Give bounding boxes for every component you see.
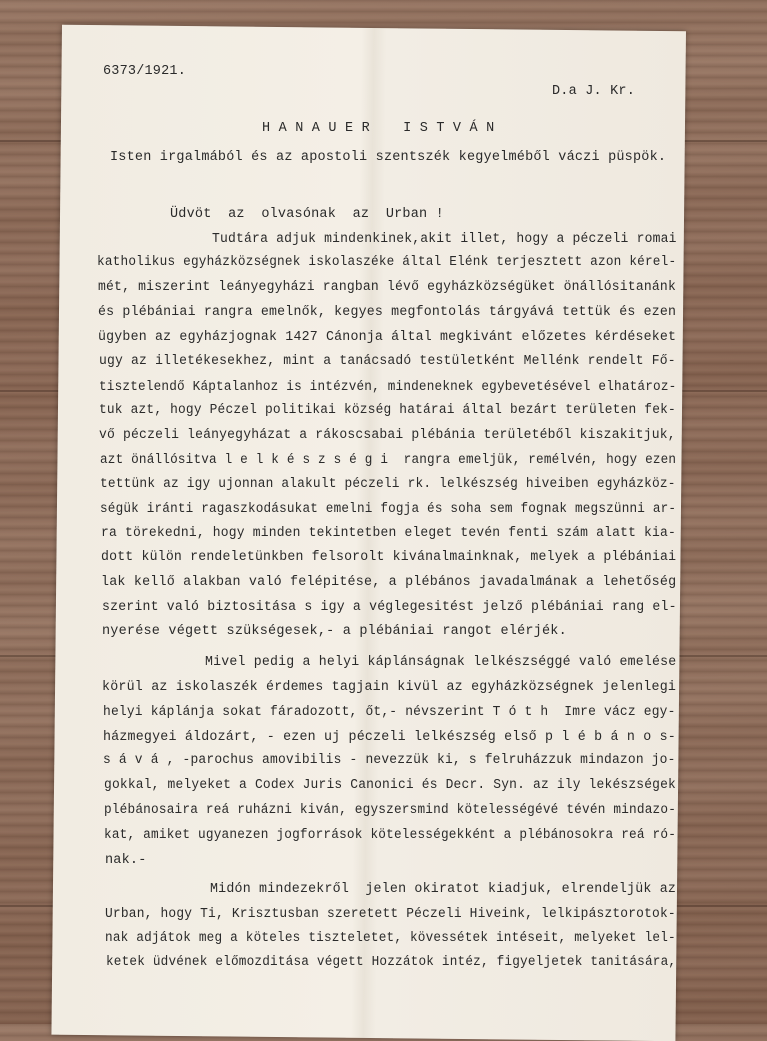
body-line: ségük iránti ragaszkodásukat emelni fogja és soha sem fognak megszünni ar- <box>100 502 677 517</box>
body-line: Tudtára adjuk mindenkinek,akit illet, hogy a péczeli romai <box>212 232 677 247</box>
body-line: Midón mindezekről jelen okiratot kiadjuk, elrendeljük az <box>210 882 677 897</box>
body-line: házmegyei áldozárt, - ezen uj péczeli lelkészség első p l é b á n o s- <box>103 730 676 745</box>
body-line: s á v á , -parochus amovibilis - nevezzük ki, s felruházzuk mindazon jo- <box>103 753 676 768</box>
body-line: nak adjátok meg a köteles tiszteletet, kövessétek intéseit, melyeket lel- <box>105 931 676 946</box>
body-line: dott külön rendeletünkben felsorolt kivánalmainknak, melyek a plébániai <box>101 550 677 565</box>
body-line: Urban, hogy Ti, Krisztusban szeretett Péczeli Hiveink, lelkipásztorotok- <box>105 907 676 922</box>
body-line: és plébániai rangra emelnők, kegyes megfontolás tárgyává tettük és ezen <box>98 305 677 320</box>
header-motto: D.a J. Kr. <box>552 84 636 99</box>
reference-number: 6373/1921. <box>103 64 187 79</box>
body-line: vő péczeli leányegyházat a rákoscsabai plébánia területéből kiszakitjuk, <box>99 428 676 443</box>
body-line: nyerése végett szükségesek,- a plébániai rangot elérjék. <box>102 624 567 639</box>
issuer-name: H A N A U E R I S T V Á N <box>262 121 495 136</box>
body-line: plébánosaira reá ruházni kiván, egyszersmind kötelességévé tévén mindazo- <box>104 803 677 818</box>
body-line: tisztelendő Káptalanhoz is intézvén, mindeneknek egybevetésével elhatároz- <box>99 380 677 395</box>
body-line: tuk azt, hogy Péczel politikai község határai által bezárt területen fek- <box>99 403 676 418</box>
body-line: ügyben az egyházjognak 1427 Cánonja által megkivánt előzetes kérdéseket <box>98 330 677 345</box>
body-line: katholikus egyházközségnek iskolaszéke által Elénk terjesztett azon kérel- <box>97 255 677 270</box>
body-line: ra törekedni, hogy minden tekintetben eleget tevén fenti szám alatt kia- <box>101 526 676 541</box>
body-line: nak.- <box>105 853 147 868</box>
body-line: tettünk az igy ujonnan alakult péczeli rk. lelkészség hiveiben egyházköz- <box>100 477 676 492</box>
issuer-title: Isten irgalmából és az apostoli szentszék kegyelméből váczi püspök. <box>110 150 667 165</box>
body-line: lak kellő alakban való felépitése, a plébános javadalmának a lehetőség <box>101 575 677 590</box>
body-line: kat, amiket ugyanezen jogforrások kötelességekként a plébánosokra reá ró- <box>104 828 677 843</box>
body-line: körül az iskolaszék érdemes tagjain kivül az egyházközségnek jelenlegi <box>102 680 677 695</box>
body-line: ketek üdvének előmozditása végett Hozzátok intéz, figyeljetek tanitására, <box>106 955 677 970</box>
body-line: Mivel pedig a helyi káplánságnak lelkészséggé való emelése <box>205 655 677 670</box>
body-line: azt önállósitva l e l k é s z s é g i rangra emeljük, remélvén, hogy ezen <box>100 453 677 468</box>
body-line: gokkal, melyeket a Codex Juris Canonici és Decr. Syn. az ily lekészségek <box>104 778 677 793</box>
greeting: Üdvöt az olvasónak az Urban ! <box>170 207 444 222</box>
body-line: ugy az illetékesekhez, mint a tanácsadó testületként Mellénk rendelt Fő- <box>99 354 676 369</box>
body-line: mét, miszerint leányegyházi rangban lévő egyházközségüket önállósitanánk <box>98 280 676 295</box>
body-line: helyi káplánja sokat fáradozott, őt,- névszerint T ó t h Imre vácz egy- <box>103 705 676 720</box>
body-line: szerint való biztositása s igy a véglegesitést jelző plébániai rang el- <box>102 600 677 615</box>
